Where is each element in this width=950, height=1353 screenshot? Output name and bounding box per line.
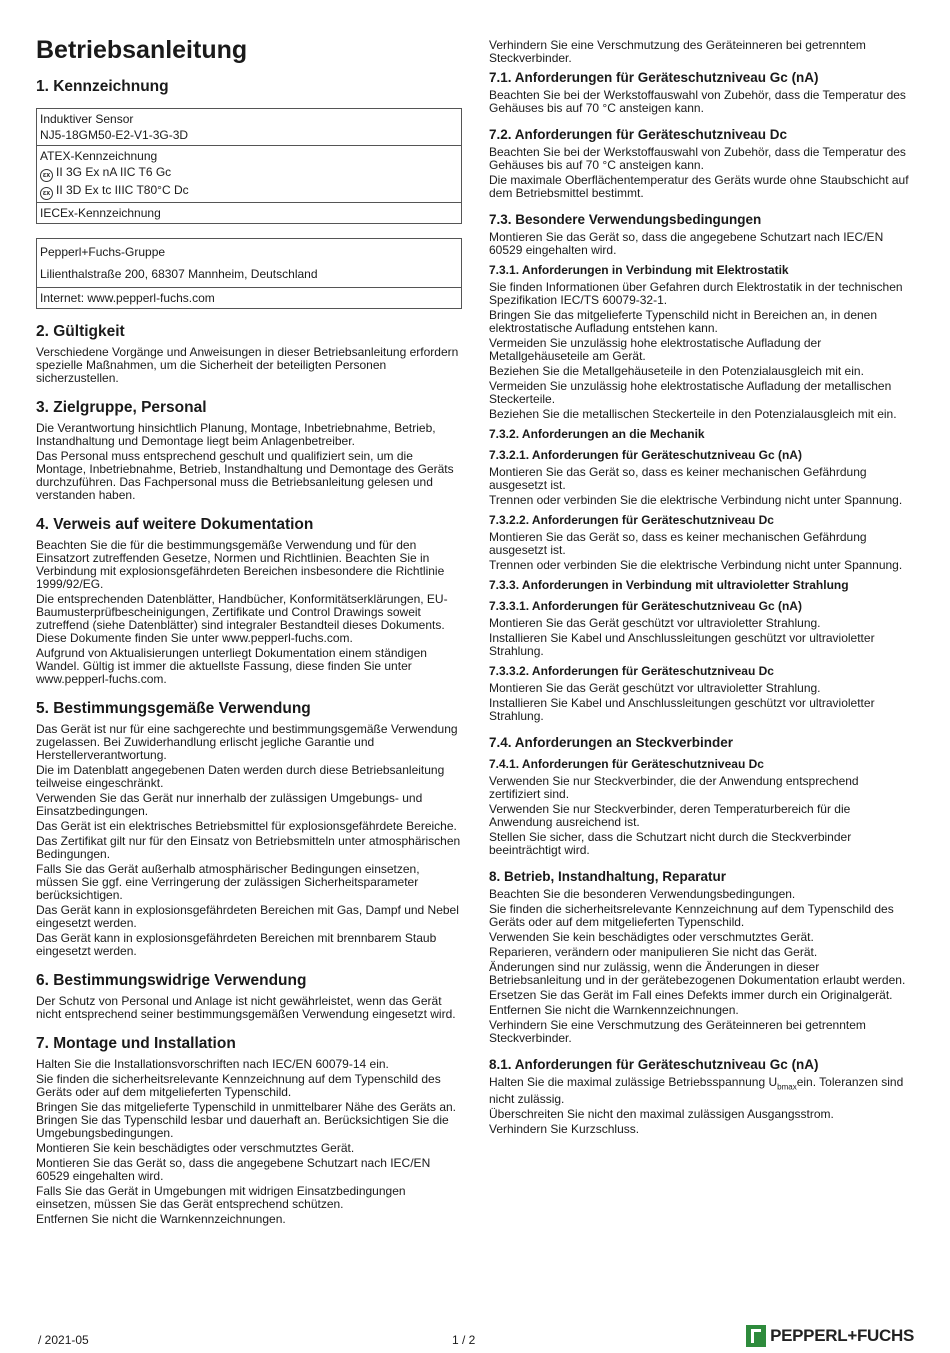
section bbox=[489, 735, 913, 751]
paragraph: Sie finden die sicherheitsrelevante Kennzeichnung auf dem Typenschild des Geräts oder auf dem mitgelieferten Typenschild. bbox=[489, 902, 894, 929]
section bbox=[489, 70, 913, 115]
paragraph: Montieren Sie das Gerät so, dass die angegebene Schutzart nach IEC/EN 60529 eingehalten wird. bbox=[36, 1156, 431, 1183]
paragraph: Montieren Sie das Gerät geschützt vor ultravioletter Strahlung. bbox=[489, 681, 821, 695]
paragraph: Entfernen Sie nicht die Warnkennzeichnungen. bbox=[489, 1003, 739, 1017]
section-heading: 7.3.3.1. Anforderungen für Geräteschutzniveau Gc (nA) bbox=[489, 599, 802, 613]
section-heading: 2. Gültigkeit bbox=[36, 323, 125, 340]
paragraph: Trennen oder verbinden Sie die elektrische Verbindung nicht unter Spannung. bbox=[489, 558, 903, 572]
paragraph: Ersetzen Sie das Gerät im Fall eines Defekts immer durch ein Originalgerät. bbox=[489, 988, 893, 1002]
paragraph: Bringen Sie das mitgelieferte Typenschild in unmittelbarer Nähe des Geräts an. Bringen Sie das Typenschild lesbar und dauerhaft an. Berücksichtigen Sie die Umgebungsbedingungen. bbox=[36, 1100, 457, 1140]
paragraph: Halten Sie die maximal zulässige Betriebsspannung $U_{bmax}ein$. Toleranzen sind nicht zulässig. bbox=[489, 1075, 904, 1107]
right-column bbox=[489, 39, 913, 1148]
paragraph: Das Zertifikat gilt nur für den Einsatz von Betriebsmitteln unter atmosphärischen Bedingungen. bbox=[36, 834, 461, 861]
section-heading: 5. Bestimmungsgemäße Verwendung bbox=[36, 700, 311, 717]
paragraph: Verwenden Sie kein beschädigtes oder verschmutztes Gerät. bbox=[489, 930, 814, 944]
paragraph: Verwenden Sie das Gerät nur innerhalb der zulässigen Umgebungs- und Einsatzbedingungen. bbox=[36, 791, 423, 818]
paragraph: Vermeiden Sie unzulässig hohe elektrostatische Aufladung der Metallgehäuseteile am Gerät. bbox=[489, 336, 822, 363]
paragraph: Reparieren, verändern oder manipulieren Sie nicht das Gerät. bbox=[489, 945, 818, 959]
paragraph: Trennen oder verbinden Sie die elektrische Verbindung nicht unter Spannung. bbox=[489, 493, 903, 507]
left-column bbox=[36, 78, 462, 1240]
section bbox=[489, 513, 913, 572]
footer-date: / 2021-05 bbox=[38, 1333, 89, 1347]
document-title: Betriebsanleitung bbox=[36, 36, 248, 64]
paragraph: Verwenden Sie nur Steckverbinder, die der Anwendung entsprechend zertifiziert sind. bbox=[489, 774, 859, 801]
paragraph: Überschreiten Sie nicht den maximal zulässigen Ausgangsstrom. bbox=[489, 1107, 834, 1122]
paragraph: Vermeiden Sie unzulässig hohe elektrostatische Aufladung der metallischen Steckerteile. bbox=[489, 379, 892, 406]
paragraph: Die Verantwortung hinsichtlich Planung, Montage, Inbetriebnahme, Betrieb, Instandhaltung und Demontage liegt beim Anlagenbetreiber. bbox=[36, 421, 436, 448]
paragraph: Das Personal muss entsprechend geschult und qualifiziert sein, um die Montage, Inbetriebnahme, Betrieb, Instandhaltung und Demontage des Geräts durchzuführen. Das Fachpersonal muss die Betriebsanleitung gelesen und verstanden haben. bbox=[36, 449, 454, 502]
section bbox=[489, 127, 913, 200]
section bbox=[489, 757, 913, 857]
section bbox=[36, 700, 462, 958]
brand-logo: PEPPERL+FUCHS bbox=[746, 1325, 914, 1347]
section bbox=[489, 599, 913, 658]
section-heading: 6. Bestimmungswidrige Verwendung bbox=[36, 972, 307, 989]
paragraph: Montieren Sie das Gerät so, dass es keiner mechanischen Gefährdung ausgesetzt ist. bbox=[489, 465, 867, 492]
section bbox=[489, 263, 913, 421]
paragraph: Beachten Sie bei der Werkstoffauswahl von Zubehör, dass die Temperatur des Gehäuses bis auf 70 °C ansteigen kann. bbox=[489, 145, 906, 172]
paragraph: Bringen Sie das mitgelieferte Typenschild nicht in Bereichen an, in denen elektrostatische Aufladung entstehen kann. bbox=[489, 308, 878, 335]
table-cell: ATEX-Kennzeichnung εx II 3G Ex nA IIC T6 Gc εx II 3D Ex tc IIIC T80°C Dc bbox=[37, 146, 462, 203]
paragraph: Sie finden Informationen über Gefahren durch Elektrostatik in der technischen Spezifikation IEC/TS 60079-32-1. bbox=[489, 280, 903, 307]
section-heading: 7.3.3.2. Anforderungen für Geräteschutzniveau Dc bbox=[489, 664, 774, 678]
section bbox=[489, 1057, 913, 1136]
paragraph: Montieren Sie kein beschädigtes oder verschmutztes Gerät. bbox=[36, 1141, 355, 1155]
paragraph: Entfernen Sie nicht die Warnkennzeichnungen. bbox=[36, 1212, 286, 1226]
section-heading: 7.3. Besondere Verwendungsbedingungen bbox=[489, 212, 762, 227]
paragraph: Der Schutz von Personal und Anlage ist nicht gewährleistet, wenn das Gerät nicht entsprechend seiner bestimmungsgemäßen Verwendung eingesetzt wird. bbox=[36, 994, 456, 1021]
paragraph: Das Gerät ist nur für eine sachgerechte und bestimmungsgemäße Verwendung zugelassen. Bei Zuwiderhandlung erlischt jegliche Garantie und Herstellerverantwortung. bbox=[36, 722, 458, 762]
paragraph: Das Gerät kann in explosionsgefährdeten Bereichen mit Gas, Dampf und Nebel eingesetzt werden. bbox=[36, 903, 459, 930]
paragraph: Beachten Sie die besonderen Verwendungsbedingungen. bbox=[489, 887, 796, 901]
paragraph: Sie finden die sicherheitsrelevante Kennzeichnung auf dem Typenschild des Geräts oder auf dem mitgelieferten Typenschild. bbox=[36, 1072, 441, 1099]
paragraph: Verhindern Sie Kurzschluss. bbox=[489, 1122, 640, 1137]
paragraph: Das Gerät kann in explosionsgefährdeten Bereichen mit brennbarem Staub eingesetzt werden. bbox=[36, 931, 437, 958]
section-heading: 7. Montage und Installation bbox=[36, 1035, 236, 1052]
section bbox=[489, 427, 913, 442]
section bbox=[36, 1035, 462, 1226]
paragraph: Installieren Sie Kabel und Anschlussleitungen geschützt vor ultravioletter Strahlung. bbox=[489, 631, 875, 658]
section-heading: 7.3.3. Anforderungen in Verbindung mit ultravioletter Strahlung bbox=[489, 578, 849, 592]
identification-table bbox=[36, 108, 462, 224]
section-heading: 7.3.2.2. Anforderungen für Geräteschutzniveau Dc bbox=[489, 513, 774, 527]
manufacturer-table bbox=[36, 238, 462, 309]
paragraph: Verhindern Sie eine Verschmutzung des Geräteinneren bei getrenntem Steckverbinder. bbox=[489, 38, 866, 65]
paragraph: Verschiedene Vorgänge und Anweisungen in dieser Betriebsanleitung erfordern spezielle Maßnahmen, um die Sicherheit der beteiligten Personen sicherzustellen. bbox=[36, 345, 459, 385]
section bbox=[489, 578, 913, 593]
paragraph: Aufgrund von Aktualisierungen unterliegt Dokumentation einem ständigen Wandel. Gültig ist immer die aktuellste Fassung, diese finden Sie unter www.pepperl-fuchs.com. bbox=[36, 646, 427, 686]
section-heading: 8. Betrieb, Instandhaltung, Reparatur bbox=[489, 869, 727, 884]
paragraph: Halten Sie die Installationsvorschriften nach IEC/EN 60079-14 ein. bbox=[36, 1057, 389, 1071]
paragraph: Falls Sie das Gerät in Umgebungen mit widrigen Einsatzbedingungen einsetzen, müssen Sie das Gerät entsprechend schützen. bbox=[36, 1184, 406, 1211]
table-cell: Internet: www.pepperl-fuchs.com bbox=[37, 288, 462, 309]
paragraph: Änderungen sind nur zulässig, wenn die Änderungen in dieser Betriebsanleitung und in der gerätebezogenen Dokumentation erlaubt werden. bbox=[489, 960, 906, 987]
paragraph: Beziehen Sie die metallischen Steckerteile in den Potenzialausgleich mit ein. bbox=[489, 407, 897, 421]
section bbox=[36, 399, 462, 502]
section-heading: 7.3.1. Anforderungen in Verbindung mit Elektrostatik bbox=[489, 263, 789, 277]
logo-icon bbox=[746, 1325, 766, 1347]
ex-icon: εx bbox=[40, 169, 53, 182]
table-cell: Induktiver Sensor NJ5-18GM50-E2-V1-3G-3D bbox=[37, 109, 462, 146]
table-cell: Pepperl+Fuchs-Gruppe Lilienthalstraße 200, 68307 Mannheim, Deutschland bbox=[37, 239, 462, 288]
paragraph: Montieren Sie das Gerät so, dass es keiner mechanischen Gefährdung ausgesetzt ist. bbox=[489, 530, 867, 557]
ex-icon: εx bbox=[40, 187, 53, 200]
paragraph: Beachten Sie bei der Werkstoffauswahl von Zubehör, dass die Temperatur des Gehäuses bis auf 70 °C ansteigen kann. bbox=[489, 88, 906, 115]
paragraph: Falls Sie das Gerät außerhalb atmosphärischer Bedingungen einsetzen, müssen Sie ggf. eine Verringerung der zulässigen Sicherheitsparameter berücksichtigen. bbox=[36, 862, 420, 902]
section-heading: 7.4. Anforderungen an Steckverbinder bbox=[489, 735, 734, 750]
section-heading: 7.1. Anforderungen für Geräteschutzniveau Gc (nA) bbox=[489, 70, 819, 85]
section bbox=[36, 972, 462, 1021]
paragraph: Montieren Sie das Gerät so, dass die angegebene Schutzart nach IEC/EN 60529 eingehalten wird. bbox=[489, 230, 884, 257]
paragraph: Das Gerät ist ein elektrisches Betriebsmittel für explosionsgefährdete Bereiche. bbox=[36, 819, 457, 833]
paragraph: Installieren Sie Kabel und Anschlussleitungen geschützt vor ultravioletter Strahlung. bbox=[489, 696, 875, 723]
paragraph: Verhindern Sie eine Verschmutzung des Geräteinneren bei getrenntem Steckverbinder. bbox=[489, 1018, 866, 1045]
page-number: 1 / 2 bbox=[452, 1333, 476, 1347]
paragraph: Montieren Sie das Gerät geschützt vor ultravioletter Strahlung. bbox=[489, 616, 821, 630]
section-heading: 7.3.2.1. Anforderungen für Geräteschutzniveau Gc (nA) bbox=[489, 448, 802, 462]
section bbox=[489, 664, 913, 723]
section-heading: 8.1. Anforderungen für Geräteschutzniveau Gc (nA) bbox=[489, 1057, 819, 1072]
paragraph: Die im Datenblatt angegebenen Daten werden durch diese Betriebsanleitung teilweise eingeschränkt. bbox=[36, 763, 445, 790]
paragraph: Verwenden Sie nur Steckverbinder, deren Temperaturbereich für die Anwendung ausreichend ist. bbox=[489, 802, 851, 829]
paragraph: Die entsprechenden Datenblätter, Handbücher, Konformitätserklärungen, EU-Baumusterprüfbescheinigungen, Zertifikate und Control Drawings soweit zutreffend (siehe Datenblätter) sind integraler Bestandteil dieses Dokuments. Diese Dokumente finden Sie unter www.pepperl-fuchs.com. bbox=[36, 592, 448, 645]
section-heading: 4. Verweis auf weitere Dokumentation bbox=[36, 516, 314, 533]
section bbox=[489, 212, 913, 257]
section bbox=[36, 516, 462, 686]
table-cell: IECEx-Kennzeichnung bbox=[37, 203, 462, 224]
paragraph: Beziehen Sie die Metallgehäuseteile in den Potenzialausgleich mit ein. bbox=[489, 364, 864, 378]
section-heading: 3. Zielgruppe, Personal bbox=[36, 399, 207, 416]
section-heading: 7.4.1. Anforderungen für Geräteschutzniveau Dc bbox=[489, 757, 764, 771]
paragraph: Die maximale Oberflächentemperatur des Geräts wurde ohne Staubschicht auf dem Betriebsmittel bestimmt. bbox=[489, 173, 909, 200]
section bbox=[489, 869, 913, 1045]
section-heading: 7.2. Anforderungen für Geräteschutzniveau Dc bbox=[489, 127, 788, 142]
section-heading: 1. Kennzeichnung bbox=[36, 78, 169, 95]
section-heading: 7.3.2. Anforderungen an die Mechanik bbox=[489, 427, 705, 441]
section bbox=[36, 323, 462, 385]
paragraph: Beachten Sie die für die bestimmungsgemäße Verwendung und für den Einsatzort zutreffenden Gesetze, Normen und Richtlinien. Beachten Sie in Verbindung mit explosionsgefährdeten Bereichen insbesondere die Richtlinie 1999/92/EG. bbox=[36, 538, 445, 591]
paragraph: Stellen Sie sicher, dass die Schutzart nicht durch die Steckverbinder beeinträchtigt wird. bbox=[489, 830, 852, 857]
section bbox=[489, 448, 913, 507]
